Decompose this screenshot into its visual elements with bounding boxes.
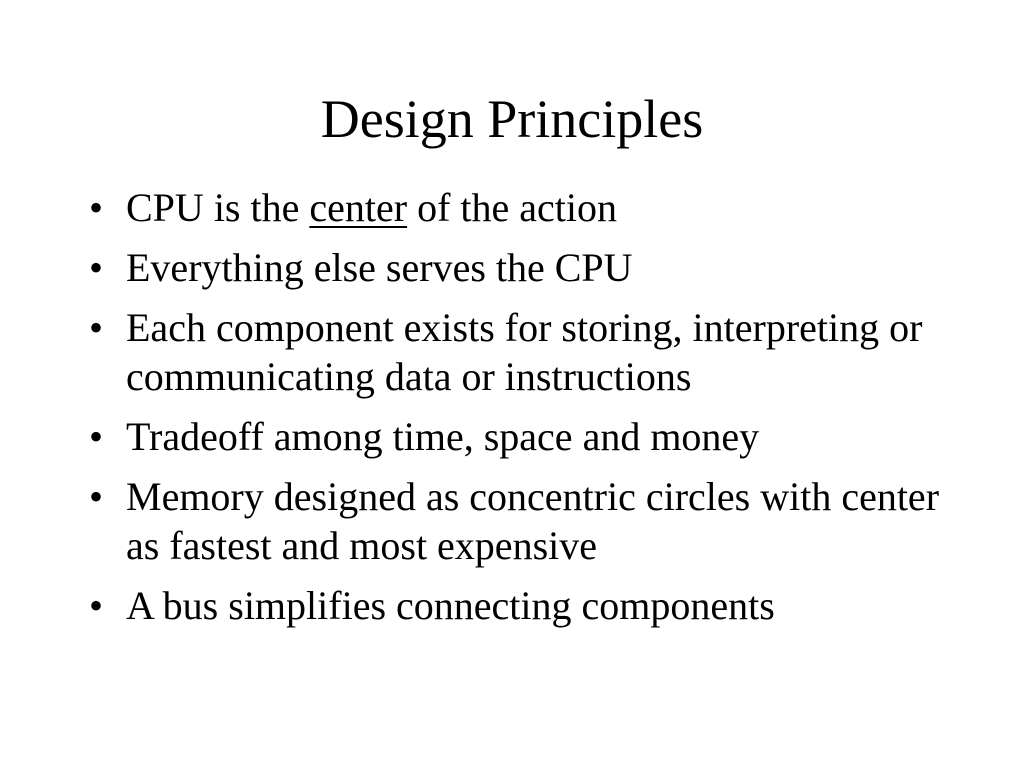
bullet-item	[84, 412, 964, 461]
bullet-text: Everything else serves the CPU	[126, 245, 633, 290]
bullet-emphasis-center: center	[309, 185, 408, 230]
slide-title: Design Principles	[320, 89, 704, 149]
bullet-text: Memory designed as concentric circles with center as fastest and most expensive	[126, 474, 940, 568]
bullet-text-start: CPU is the	[126, 185, 310, 230]
bullet-marker: •	[88, 583, 103, 628]
bullet-text-end: of the action	[407, 185, 617, 230]
bullet-marker: •	[88, 185, 103, 230]
bullet-item	[84, 472, 964, 570]
bullet-marker: •	[88, 305, 103, 350]
bullet-text: Tradeoff among time, space and money	[126, 414, 760, 459]
bullet-item	[84, 303, 964, 401]
bullet-list	[84, 183, 964, 641]
bullet-marker: •	[88, 414, 103, 459]
bullet-item	[84, 243, 964, 292]
bullet-item	[84, 581, 964, 630]
bullet-text: Each component exists for storing, interpreting or communicating data or instructions	[126, 305, 923, 399]
bullet-marker: •	[88, 245, 103, 290]
bullet-text: A bus simplifies connecting components	[126, 583, 775, 628]
bullet-item	[84, 183, 964, 232]
bullet-marker: •	[88, 474, 103, 519]
